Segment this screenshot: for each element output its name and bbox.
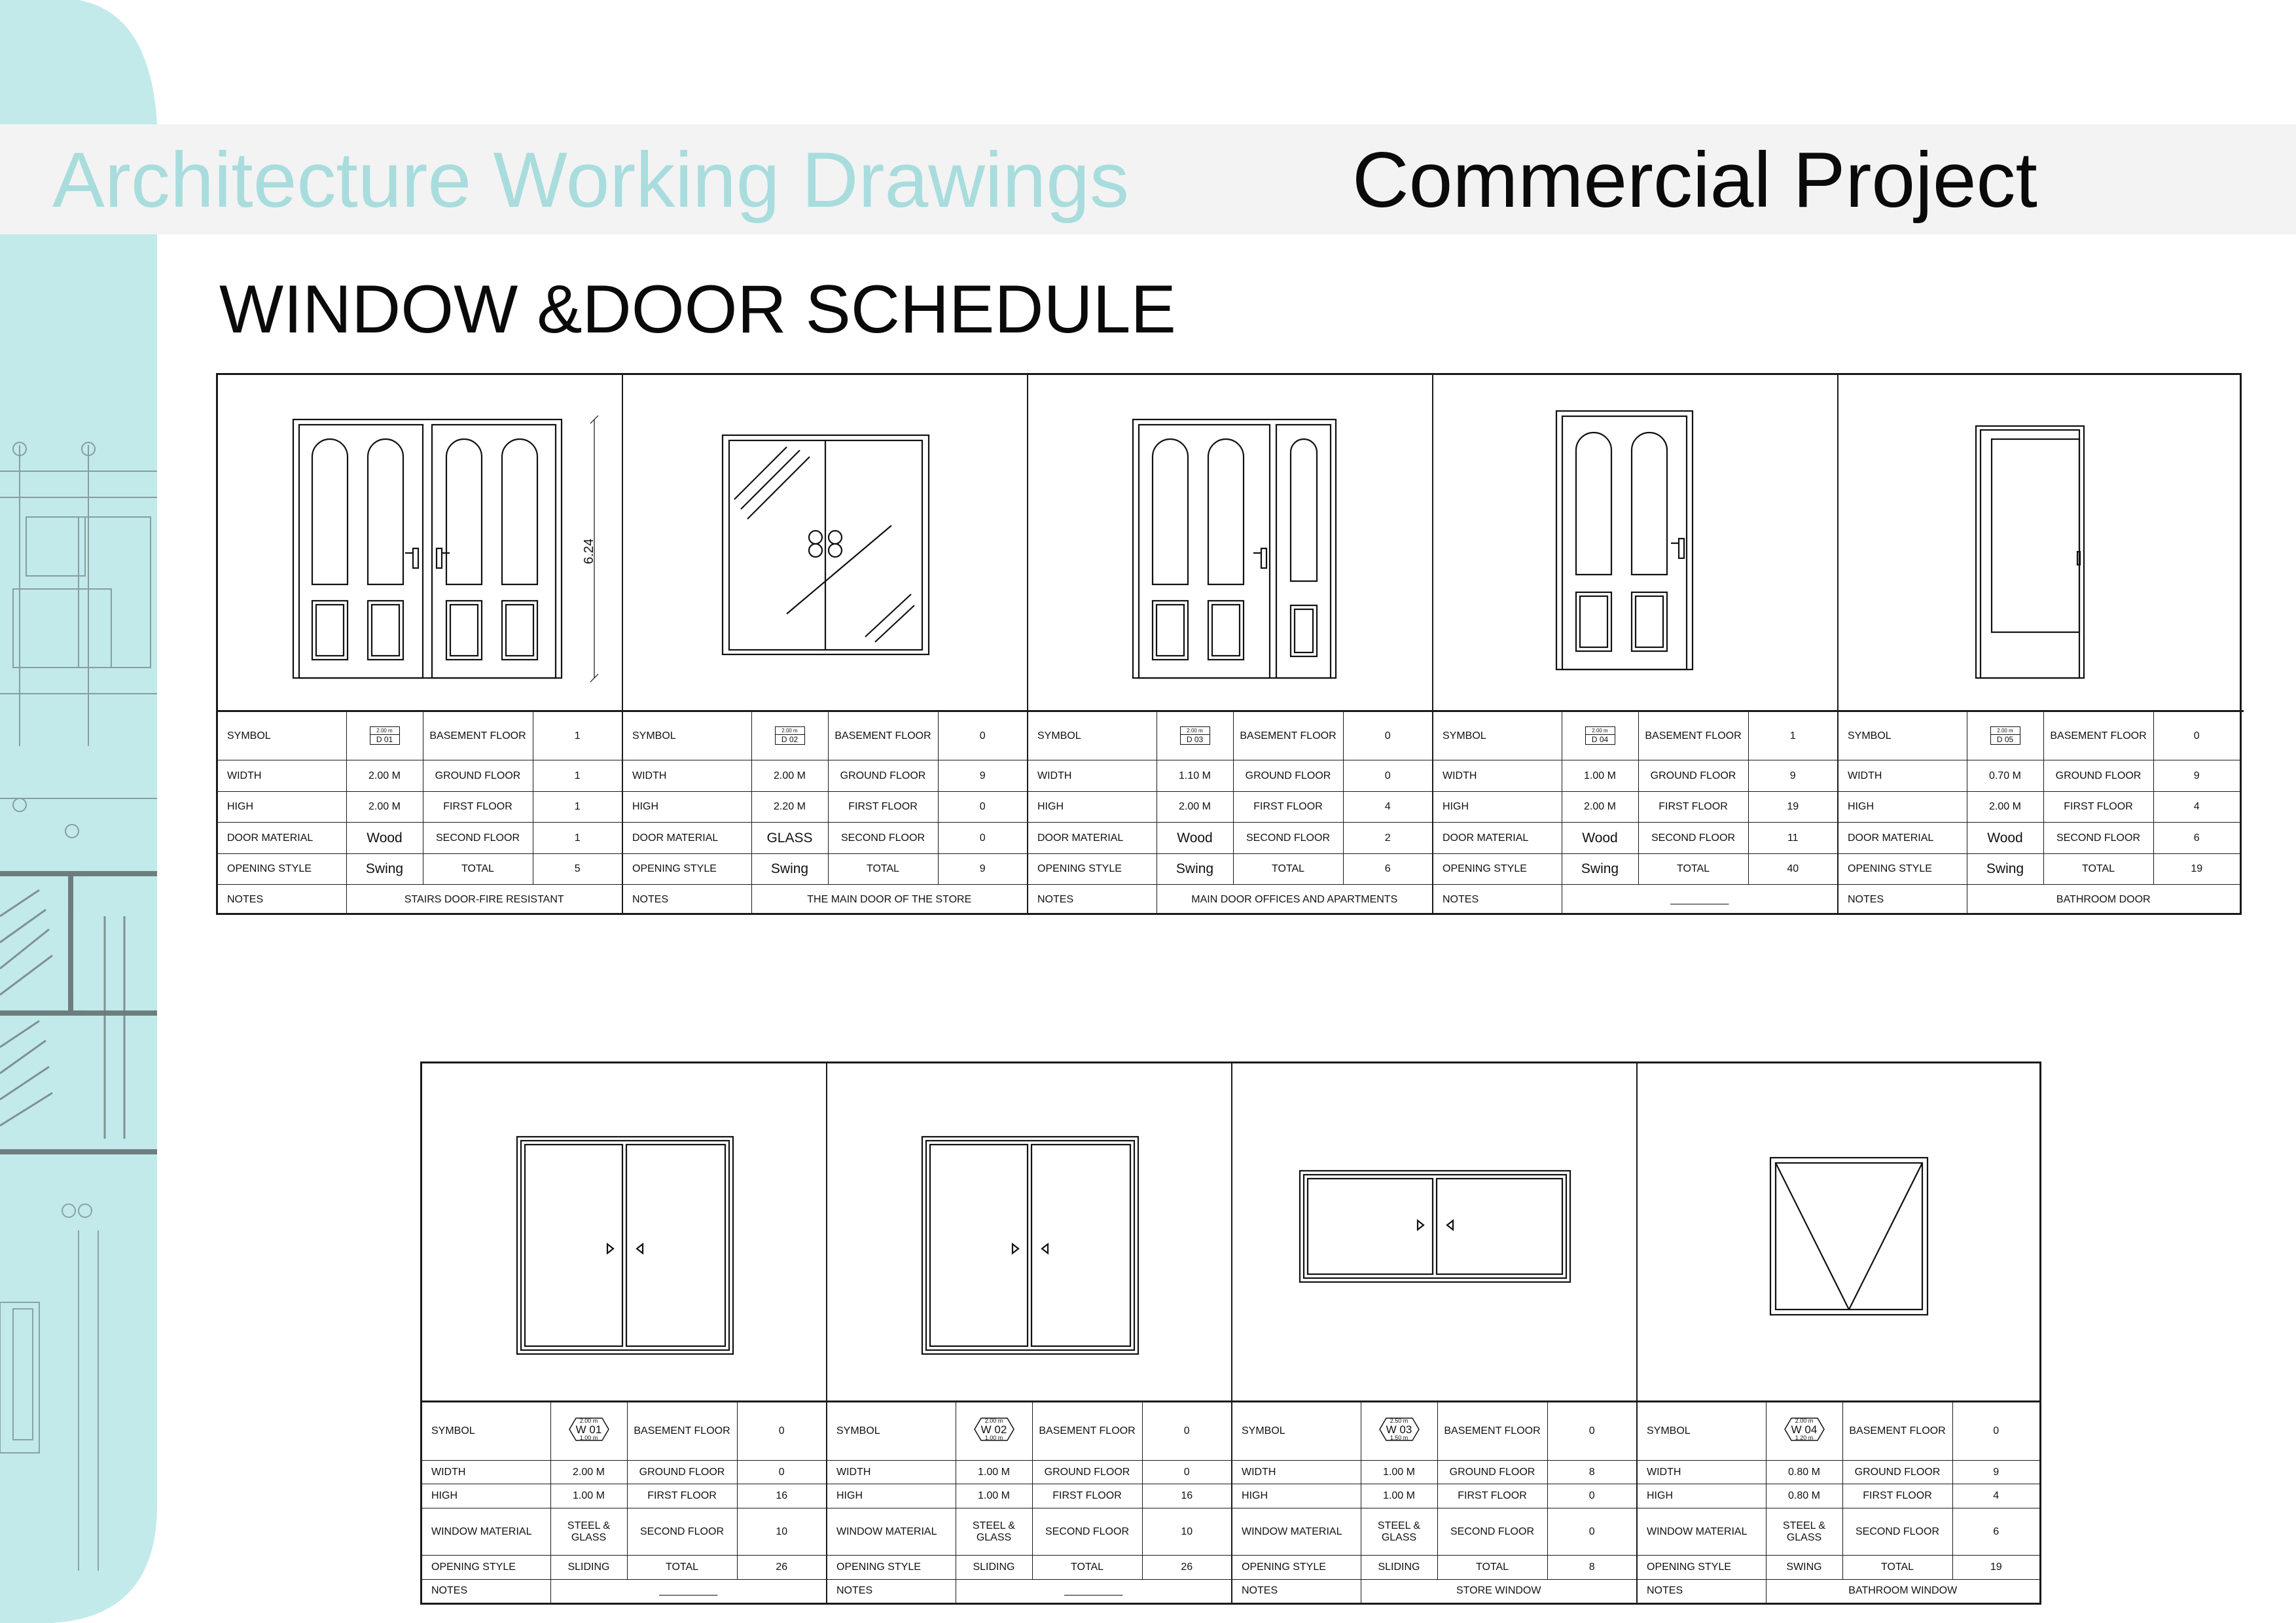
label-ground-floor: GROUND FLOOR — [627, 1460, 737, 1484]
value-ground-floor: 1 — [533, 760, 622, 792]
value-basement-floor: 0 — [1952, 1402, 2039, 1460]
row-label-width: WIDTH — [1028, 760, 1157, 792]
row-label-material: DOOR MATERIAL — [1839, 823, 1967, 854]
label-second-floor: SECOND FLOOR — [423, 823, 533, 854]
window-schedule — [420, 1061, 2041, 1605]
row-label-material: WINDOW MATERIAL — [1638, 1508, 1766, 1556]
window-symbol-top: 2.00 m — [984, 1418, 1003, 1425]
label-basement-floor: BASEMENT FLOOR — [1032, 1402, 1142, 1460]
window-elevation-w02 — [827, 1063, 1232, 1402]
window-elevation-w01 — [422, 1063, 827, 1402]
schedule-title: WINDOW &DOOR SCHEDULE — [219, 272, 1176, 348]
value-first-floor: 4 — [1343, 791, 1432, 823]
label-first-floor: FIRST FLOOR — [828, 791, 938, 823]
row-label-high: HIGH — [1028, 791, 1157, 823]
row-label-width: WIDTH — [623, 760, 751, 792]
row-label-opening-style: OPENING STYLE — [218, 853, 346, 885]
value-width: 2.00 M — [550, 1460, 627, 1484]
row-label-high: HIGH — [623, 791, 751, 823]
door-table-d04 — [1433, 712, 1839, 915]
row-label-notes: NOTES — [422, 1579, 550, 1603]
row-label-high: HIGH — [1232, 1484, 1361, 1508]
door-elevation-d03 — [1028, 375, 1433, 712]
row-label-opening-style: OPENING STYLE — [1232, 1555, 1361, 1579]
label-second-floor: SECOND FLOOR — [2043, 823, 2153, 854]
label-basement-floor: BASEMENT FLOOR — [1233, 712, 1343, 760]
door-symbol-dim: 2.00 m — [1586, 727, 1615, 735]
value-opening-style: SLIDING — [550, 1555, 627, 1579]
window-symbol-top: 2.50 m — [1390, 1418, 1408, 1425]
row-label-material: DOOR MATERIAL — [1433, 823, 1562, 854]
row-label-width: WIDTH — [1232, 1460, 1361, 1484]
window-symbol-code: W 04 — [1791, 1423, 1818, 1436]
window-elevation-w04 — [1638, 1063, 2039, 1402]
value-second-floor: 11 — [1748, 823, 1837, 854]
window-elevation-w03 — [1232, 1063, 1638, 1402]
value-ground-floor: 9 — [2153, 760, 2240, 792]
value-total: 40 — [1748, 853, 1837, 885]
double-arched-door-drawing — [218, 375, 623, 712]
value-first-floor: 19 — [1748, 791, 1837, 823]
window-symbol-tag — [1361, 1402, 1437, 1460]
label-first-floor: FIRST FLOOR — [627, 1484, 737, 1508]
row-label-material: DOOR MATERIAL — [1028, 823, 1157, 854]
door-schedule — [216, 373, 2242, 915]
value-opening-style: SWING — [1766, 1555, 1842, 1579]
label-ground-floor: GROUND FLOOR — [1032, 1460, 1142, 1484]
label-first-floor: FIRST FLOOR — [1437, 1484, 1547, 1508]
bathroom-window-drawing — [1638, 1063, 2039, 1402]
label-basement-floor: BASEMENT FLOOR — [1638, 712, 1748, 760]
value-width: 2.00 M — [346, 760, 423, 792]
window-symbol-top: 2.00 m — [579, 1418, 598, 1425]
row-label-width: WIDTH — [218, 760, 346, 792]
value-basement-floor: 0 — [1343, 712, 1432, 760]
value-opening-style: SLIDING — [1361, 1555, 1437, 1579]
label-total: TOTAL — [1437, 1555, 1547, 1579]
value-basement-floor: 0 — [2153, 712, 2240, 760]
row-label-width: WIDTH — [1638, 1460, 1766, 1484]
value-material: STEEL & GLASS — [550, 1508, 627, 1556]
door-elevation-d02 — [623, 375, 1028, 712]
window-symbol-bottom: 1.50 m — [1390, 1435, 1408, 1442]
row-label-symbol: SYMBOL — [1443, 730, 1486, 741]
window-table-w04 — [1638, 1402, 2039, 1603]
value-width: 1.00 M — [956, 1460, 1032, 1484]
row-label-high: HIGH — [827, 1484, 956, 1508]
label-total: TOTAL — [423, 853, 533, 885]
value-notes: BATHROOM DOOR — [1967, 885, 2240, 915]
window-table-w02 — [827, 1402, 1232, 1603]
label-first-floor: FIRST FLOOR — [423, 791, 533, 823]
value-opening-style: Swing — [346, 853, 423, 885]
label-ground-floor: GROUND FLOOR — [2043, 760, 2153, 792]
value-first-floor: 16 — [1142, 1484, 1231, 1508]
value-width: 2.00 M — [751, 760, 828, 792]
window-symbol-tag — [1766, 1402, 1842, 1460]
label-first-floor: FIRST FLOOR — [1638, 791, 1748, 823]
window-symbol-code: W 02 — [980, 1423, 1007, 1436]
door-symbol-dim: 2.00 m — [1991, 727, 2020, 735]
value-total: 8 — [1547, 1555, 1636, 1579]
value-material: STEEL & GLASS — [956, 1508, 1032, 1556]
door-symbol-tag — [751, 712, 828, 760]
glass-double-door-drawing — [623, 375, 1028, 712]
value-width: 0.70 M — [1967, 760, 2043, 792]
value-total: 5 — [533, 853, 622, 885]
row-label-width: WIDTH — [422, 1460, 550, 1484]
door-elevation-d01 — [218, 375, 623, 712]
value-width: 1.10 M — [1157, 760, 1233, 792]
label-basement-floor: BASEMENT FLOOR — [1437, 1402, 1547, 1460]
label-ground-floor: GROUND FLOOR — [423, 760, 533, 792]
value-second-floor: 10 — [737, 1508, 826, 1556]
row-label-width: WIDTH — [827, 1460, 956, 1484]
label-second-floor: SECOND FLOOR — [1437, 1508, 1547, 1556]
row-label-opening-style: OPENING STYLE — [1638, 1555, 1766, 1579]
arched-door-with-sidelight-drawing — [1028, 375, 1433, 712]
row-label-opening-style: OPENING STYLE — [1028, 853, 1157, 885]
row-label-opening-style: OPENING STYLE — [1433, 853, 1562, 885]
value-basement-floor: 1 — [533, 712, 622, 760]
row-label-symbol: SYMBOL — [227, 730, 271, 741]
window-table-w01 — [422, 1402, 827, 1603]
label-basement-floor: BASEMENT FLOOR — [1842, 1402, 1952, 1460]
header-left-title: Architecture Working Drawings — [52, 136, 1130, 224]
window-symbol-bottom: 1.00 m — [984, 1435, 1003, 1442]
label-total: TOTAL — [828, 853, 938, 885]
value-ground-floor: 9 — [1952, 1460, 2039, 1484]
row-label-high: HIGH — [422, 1484, 550, 1508]
value-material: STEEL & GLASS — [1766, 1508, 1842, 1556]
value-total: 19 — [2153, 853, 2240, 885]
window-table-w03 — [1232, 1402, 1638, 1603]
row-label-symbol: SYMBOL — [1848, 730, 1892, 741]
value-first-floor: 4 — [1952, 1484, 2039, 1508]
value-opening-style: Swing — [1157, 853, 1233, 885]
door-symbol-code: D 04 — [1591, 735, 1609, 745]
value-total: 9 — [938, 853, 1027, 885]
door-symbol-dim: 2.00 m — [1181, 727, 1210, 735]
door-symbol-code: D 01 — [376, 735, 393, 745]
row-label-notes: NOTES — [218, 885, 346, 915]
window-symbol-bottom: 1.20 m — [1795, 1435, 1814, 1442]
row-label-material: DOOR MATERIAL — [218, 823, 346, 854]
label-ground-floor: GROUND FLOOR — [1842, 1460, 1952, 1484]
label-second-floor: SECOND FLOOR — [828, 823, 938, 854]
window-symbol-top: 2.00 m — [1795, 1418, 1814, 1425]
label-total: TOTAL — [2043, 853, 2153, 885]
window-symbol-code: W 03 — [1386, 1423, 1412, 1436]
label-basement-floor: BASEMENT FLOOR — [423, 712, 533, 760]
row-label-symbol: SYMBOL — [1242, 1425, 1285, 1436]
value-second-floor: 0 — [1547, 1508, 1636, 1556]
value-material: Wood — [1967, 823, 2043, 854]
label-total: TOTAL — [1842, 1555, 1952, 1579]
value-basement-floor: 0 — [938, 712, 1027, 760]
sliding-window-drawing — [827, 1063, 1232, 1402]
door-table-d03 — [1028, 712, 1433, 915]
row-label-high: HIGH — [1638, 1484, 1766, 1508]
row-label-notes: NOTES — [827, 1579, 956, 1603]
value-total: 6 — [1343, 853, 1432, 885]
row-label-high: HIGH — [1433, 791, 1562, 823]
row-label-material: WINDOW MATERIAL — [422, 1508, 550, 1556]
door-table-d02 — [623, 712, 1028, 915]
header-right-title: Commercial Project — [1352, 136, 2037, 224]
value-second-floor: 2 — [1343, 823, 1432, 854]
value-basement-floor: 0 — [1142, 1402, 1231, 1460]
value-second-floor: 10 — [1142, 1508, 1231, 1556]
label-second-floor: SECOND FLOOR — [1638, 823, 1748, 854]
door-symbol-dim: 2.00 m — [776, 727, 804, 735]
value-basement-floor: 0 — [1547, 1402, 1636, 1460]
row-label-symbol: SYMBOL — [836, 1425, 880, 1436]
value-width: 1.00 M — [1562, 760, 1638, 792]
window-symbol-code: W 01 — [575, 1423, 602, 1436]
value-basement-floor: 0 — [737, 1402, 826, 1460]
row-label-high: HIGH — [1839, 791, 1967, 823]
door-symbol-tag — [1562, 712, 1638, 760]
row-label-material: DOOR MATERIAL — [623, 823, 751, 854]
door-symbol-code: D 05 — [1996, 735, 2014, 745]
label-basement-floor: BASEMENT FLOOR — [828, 712, 938, 760]
row-label-opening-style: OPENING STYLE — [422, 1555, 550, 1579]
value-notes: __________ — [1562, 885, 1837, 915]
label-total: TOTAL — [1233, 853, 1343, 885]
value-high: 2.00 M — [1967, 791, 2043, 823]
row-label-opening-style: OPENING STYLE — [1839, 853, 1967, 885]
row-label-opening-style: OPENING STYLE — [827, 1555, 956, 1579]
row-label-notes: NOTES — [1232, 1579, 1361, 1603]
value-notes: __________ — [550, 1579, 826, 1603]
value-high: 2.00 M — [346, 791, 423, 823]
sliding-window-drawing — [422, 1063, 827, 1402]
label-ground-floor: GROUND FLOOR — [1638, 760, 1748, 792]
door-table-d05 — [1839, 712, 2240, 915]
value-opening-style: Swing — [1562, 853, 1638, 885]
door-elevation-d04 — [1433, 375, 1839, 712]
value-first-floor: 16 — [737, 1484, 826, 1508]
label-second-floor: SECOND FLOOR — [1233, 823, 1343, 854]
single-arched-door-drawing — [1433, 375, 1839, 712]
door-symbol-tag — [346, 712, 423, 760]
door-symbol-code: D 03 — [1186, 735, 1204, 745]
row-label-material: WINDOW MATERIAL — [1232, 1508, 1361, 1556]
value-notes: BATHROOM WINDOW — [1766, 1579, 2039, 1603]
value-high: 2.20 M — [751, 791, 828, 823]
label-second-floor: SECOND FLOOR — [1842, 1508, 1952, 1556]
value-first-floor: 4 — [2153, 791, 2240, 823]
row-label-notes: NOTES — [1839, 885, 1967, 915]
label-second-floor: SECOND FLOOR — [1032, 1508, 1142, 1556]
label-total: TOTAL — [1638, 853, 1748, 885]
value-second-floor: 0 — [938, 823, 1027, 854]
value-notes: STORE WINDOW — [1361, 1579, 1636, 1603]
row-label-high: HIGH — [218, 791, 346, 823]
store-window-drawing — [1232, 1063, 1638, 1402]
label-basement-floor: BASEMENT FLOOR — [2043, 712, 2153, 760]
row-label-symbol: SYMBOL — [431, 1425, 475, 1436]
value-high: 1.00 M — [550, 1484, 627, 1508]
value-material: Wood — [346, 823, 423, 854]
value-ground-floor: 9 — [938, 760, 1027, 792]
door-elevation-d05 — [1839, 375, 2244, 712]
value-ground-floor: 0 — [1142, 1460, 1231, 1484]
value-material: STEEL & GLASS — [1361, 1508, 1437, 1556]
value-width: 1.00 M — [1361, 1460, 1437, 1484]
row-label-notes: NOTES — [1638, 1579, 1766, 1603]
value-ground-floor: 8 — [1547, 1460, 1636, 1484]
label-first-floor: FIRST FLOOR — [1233, 791, 1343, 823]
label-first-floor: FIRST FLOOR — [1842, 1484, 1952, 1508]
row-label-symbol: SYMBOL — [632, 730, 676, 741]
row-label-opening-style: OPENING STYLE — [623, 853, 751, 885]
value-material: GLASS — [751, 823, 828, 854]
value-opening-style: Swing — [751, 853, 828, 885]
door-symbol-tag — [1157, 712, 1233, 760]
door-symbol-tag — [1967, 712, 2043, 760]
value-ground-floor: 9 — [1748, 760, 1837, 792]
value-basement-floor: 1 — [1748, 712, 1837, 760]
label-second-floor: SECOND FLOOR — [627, 1508, 737, 1556]
label-total: TOTAL — [627, 1555, 737, 1579]
value-ground-floor: 0 — [1343, 760, 1432, 792]
label-ground-floor: GROUND FLOOR — [1437, 1460, 1547, 1484]
window-symbol-bottom: 1.00 m — [579, 1435, 598, 1442]
bathroom-door-drawing — [1839, 375, 2244, 712]
window-symbol-tag — [550, 1402, 627, 1460]
value-opening-style: Swing — [1967, 853, 2043, 885]
row-label-width: WIDTH — [1839, 760, 1967, 792]
door-symbol-dim: 2.00 m — [370, 727, 399, 735]
value-total: 19 — [1952, 1555, 2039, 1579]
value-first-floor: 0 — [1547, 1484, 1636, 1508]
door-dimension-label: 6.24 — [581, 539, 596, 564]
value-first-floor: 1 — [533, 791, 622, 823]
value-notes: MAIN DOOR OFFICES AND APARTMENTS — [1157, 885, 1432, 915]
value-high: 1.00 M — [1361, 1484, 1437, 1508]
row-label-symbol: SYMBOL — [1647, 1425, 1691, 1436]
value-notes: __________ — [956, 1579, 1231, 1603]
label-ground-floor: GROUND FLOOR — [828, 760, 938, 792]
value-material: Wood — [1562, 823, 1638, 854]
label-first-floor: FIRST FLOOR — [1032, 1484, 1142, 1508]
value-high: 0.80 M — [1766, 1484, 1842, 1508]
value-ground-floor: 0 — [737, 1460, 826, 1484]
label-basement-floor: BASEMENT FLOOR — [627, 1402, 737, 1460]
value-high: 2.00 M — [1157, 791, 1233, 823]
label-ground-floor: GROUND FLOOR — [1233, 760, 1343, 792]
value-total: 26 — [1142, 1555, 1231, 1579]
row-label-material: WINDOW MATERIAL — [827, 1508, 956, 1556]
value-second-floor: 6 — [2153, 823, 2240, 854]
value-high: 1.00 M — [956, 1484, 1032, 1508]
window-symbol-tag — [956, 1402, 1032, 1460]
value-first-floor: 0 — [938, 791, 1027, 823]
value-high: 2.00 M — [1562, 791, 1638, 823]
row-label-notes: NOTES — [1433, 885, 1562, 915]
row-label-symbol: SYMBOL — [1037, 730, 1081, 741]
row-label-notes: NOTES — [1028, 885, 1157, 915]
value-second-floor: 1 — [533, 823, 622, 854]
door-symbol-code: D 02 — [781, 735, 798, 745]
value-opening-style: SLIDING — [956, 1555, 1032, 1579]
value-notes: STAIRS DOOR-FIRE RESISTANT — [346, 885, 622, 915]
value-width: 0.80 M — [1766, 1460, 1842, 1484]
label-total: TOTAL — [1032, 1555, 1142, 1579]
value-second-floor: 6 — [1952, 1508, 2039, 1556]
door-table-d01 — [218, 712, 623, 915]
row-label-notes: NOTES — [623, 885, 751, 915]
value-material: Wood — [1157, 823, 1233, 854]
value-total: 26 — [737, 1555, 826, 1579]
value-notes: THE MAIN DOOR OF THE STORE — [751, 885, 1027, 915]
label-first-floor: FIRST FLOOR — [2043, 791, 2153, 823]
row-label-width: WIDTH — [1433, 760, 1562, 792]
